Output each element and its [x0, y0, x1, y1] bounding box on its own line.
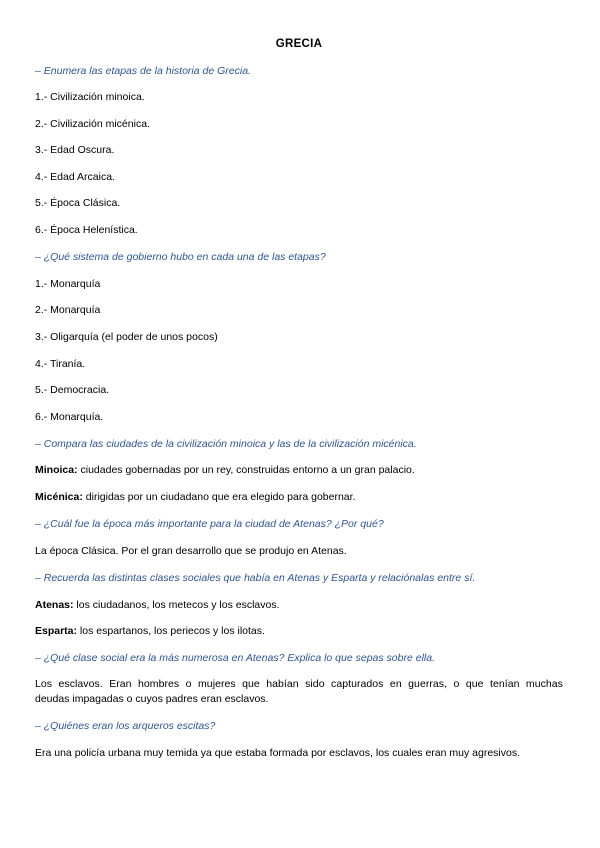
question-1: – Enumera las etapas de la historia de Grecia.: [35, 65, 251, 77]
answer-esparta: [35, 624, 563, 638]
answer-6-line-2: deudas impagadas o cuyos padres eran esclavos.: [35, 693, 269, 705]
etapa-item-3: 3.- Edad Oscura.: [35, 144, 115, 156]
answer-4: La época Clásica. Por el gran desarrollo que se produjo en Atenas.: [35, 545, 347, 557]
etapa-item-6: 6.- Época Helenística.: [35, 224, 138, 236]
gobierno-item-1: 1.- Monarquía: [35, 278, 101, 290]
gobierno-item-3: 3.- Oligarquía (el poder de unos pocos): [35, 331, 218, 343]
gobierno-item-2: 2.- Monarquía: [35, 304, 101, 316]
question-5: – Recuerda las distintas clases sociales que había en Atenas y Esparta y relaciónalas entre sí.: [35, 572, 476, 584]
esparta-label: Esparta:: [35, 625, 78, 637]
atenas-label: Atenas:: [35, 599, 74, 611]
question-4: – ¿Cuál fue la época más importante para la ciudad de Atenas? ¿Por qué?: [35, 518, 384, 530]
esparta-text: los espartanos, los periecos y los ilotas.: [77, 625, 265, 637]
question-3: – Compara las ciudades de la civilización minoica y las de la civilización micénica.: [35, 438, 417, 450]
atenas-text: los ciudadanos, los metecos y los esclavos.: [73, 599, 280, 611]
micenica-label: Micénica:: [35, 491, 83, 503]
gobierno-item-6: 6.- Monarquía.: [35, 411, 104, 423]
answer-6: [35, 677, 563, 707]
answer-micenica: [35, 490, 563, 504]
page-title: GRECIA: [275, 38, 323, 50]
question-6: – ¿Qué clase social era la más numerosa en Atenas? Explica lo que sepas sobre ella.: [35, 652, 435, 664]
minoica-label: Minoica:: [35, 464, 78, 476]
question-2: – ¿Qué sistema de gobierno hubo en cada una de las etapas?: [35, 251, 326, 263]
etapa-item-5: 5.- Época Clásica.: [35, 197, 121, 209]
etapa-item-4: 4.- Edad Arcaica.: [35, 171, 115, 183]
etapa-item-2: 2.- Civilización micénica.: [35, 118, 150, 130]
gobierno-item-4: 4.- Tiranía.: [35, 358, 86, 370]
answer-minoica: [35, 463, 563, 477]
answer-6-line-1: Los esclavos. Eran hombres o mujeres que habían sido capturados en guerras, o que tenían muchas: [35, 678, 563, 690]
document-page: [35, 0, 563, 848]
etapa-item-1: 1.- Civilización minoica.: [35, 91, 145, 103]
answer-atenas: [35, 598, 563, 612]
answer-7: Era una policía urbana muy temida ya que estaba formada por esclavos, los cuales eran muy agresivos.: [35, 747, 521, 759]
question-7: – ¿Quiénes eran los arqueros escitas?: [35, 720, 216, 732]
micenica-text: dirigidas por un ciudadano que era elegido para gobernar.: [82, 491, 356, 503]
minoica-text: ciudades gobernadas por un rey, construidas entorno a un gran palacio.: [77, 464, 415, 476]
gobierno-item-5: 5.- Democracia.: [35, 384, 110, 396]
